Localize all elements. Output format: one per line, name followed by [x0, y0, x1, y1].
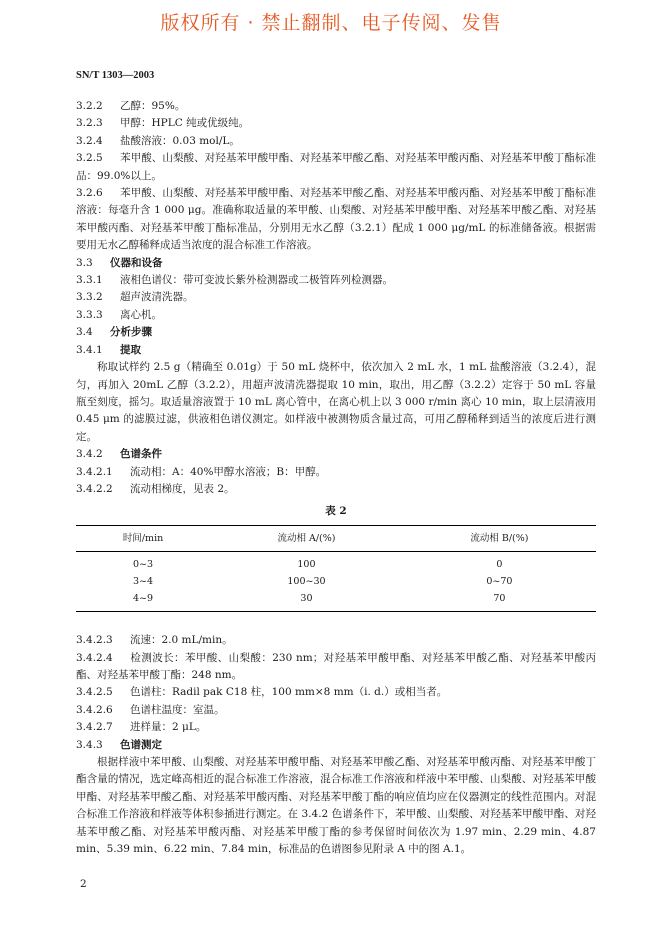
clause-text: 苯甲酸、山梨酸、对羟基苯甲酸甲酯、对羟基苯甲酸乙酯、对羟基苯甲酸丙酯、对羟基苯甲酸丁酯标准溶液：每毫升含 1 000 μg。准确称取适量的苯甲酸、山梨酸、对羟基苯甲酸甲酯、对羟基苯甲酸乙酯、对羟基苯甲酸丙酯、对羟基苯甲酸丁酯标准品，分别用无水乙醇（3.2.1）配成 1 000 μg/mL 的标准储备液。根据需要用无水乙醇稀释成适当浓度的混合标准工作溶液。 [76, 187, 596, 252]
table-cell: 0~70 [486, 576, 513, 588]
clause-number: 3.4.2.6 [76, 703, 113, 716]
table-cell: 70 [403, 590, 596, 612]
copyright-banner: 版权所有 · 禁止翻制、电子传阅、发售 [160, 12, 502, 34]
paragraph [76, 650, 596, 685]
paragraph [76, 272, 596, 289]
paragraph [76, 359, 596, 446]
section-items [76, 98, 596, 498]
clause-text: 检测波长：苯甲酸、山梨酸：230 nm；对羟基苯甲酸甲酯、对羟基苯甲酸乙酯、对羟基苯甲酸丙酯、对羟基苯甲酸丁酯：248 nm。 [76, 651, 596, 681]
section-heading [76, 737, 596, 754]
paragraph [76, 684, 596, 701]
section-heading [76, 342, 596, 359]
clause-text: 色谱条件 [120, 448, 162, 461]
paragraph [76, 719, 596, 736]
table-row [76, 590, 596, 612]
table-cell: 0 [496, 559, 503, 571]
table-caption: 表 2 [325, 505, 347, 518]
clause-number: 3.3.2 [76, 291, 103, 304]
clause-text: 根据样液中苯甲酸、山梨酸、对羟基苯甲酸甲酯、对羟基苯甲酸乙酯、对羟基苯甲酸丙酯、对羟基苯甲酸丁酯含量的情况，选定峰高相近的混合标准工作溶液，混合标准工作溶液和样液中苯甲酸、山梨酸、对羟基苯甲酸甲酯、对羟基苯甲酸乙酯、对羟基苯甲酸丙酯、对羟基苯甲酸丁酯的响应值均应在仪器测定的线性范围内。对混合标准工作溶液和样液等体积参插进行测定。在 3.4.2 色谱条件下，苯甲酸、山梨酸、对羟基苯甲酸甲酯、对羟基苯甲酸乙酯、对羟基苯甲酸丙酯、对羟基苯甲酸丁酯的参考保留时间依次为 1.97 min、2.29 min、4.87 min、5.39 min、6.22 min、7.84 min，标准品的色谱图参见附录 A 中的图 A.1。 [76, 756, 596, 856]
paragraph [76, 307, 596, 324]
clause-number: 3.4.2.3 [76, 634, 113, 647]
clause-text: 乙醇：95%。 [120, 100, 186, 112]
page-number: 2 [80, 878, 87, 890]
table-cell: 4~9 [76, 590, 210, 612]
clause-text: 超声波清洗器。 [120, 291, 194, 304]
table-header-row [76, 525, 596, 551]
clause-number: 3.3.1 [76, 274, 103, 287]
section-heading [76, 446, 596, 463]
document-id: SN/T 1303—2003 [76, 70, 155, 81]
table-row [76, 552, 596, 574]
paragraph [76, 632, 596, 649]
paragraph [76, 289, 596, 306]
clause-number: 3.4.2.2 [76, 482, 113, 495]
clause-text: 甲醇：HPLC 纯或优级纯。 [120, 117, 250, 130]
clause-number: 3.4.3 [76, 738, 103, 751]
paragraph [76, 481, 596, 498]
clause-number: 3.2.2 [76, 100, 103, 112]
clause-text: 流动相梯度，见表 2。 [130, 482, 235, 495]
clause-text: 进样量：2 μL。 [130, 721, 207, 734]
table-cell: 30 [210, 590, 403, 612]
clause-number: 3.2.5 [76, 152, 103, 165]
clause-number: 3.3.3 [76, 308, 103, 321]
paragraph [76, 754, 596, 858]
clause-text: 液相色谱仪：带可变波长紫外检测器或二极管阵列检测器。 [120, 274, 393, 287]
clause-number: 3.2.3 [76, 117, 103, 130]
clause-number: 3.4.2.5 [76, 686, 113, 699]
clause-number: 3.4 [76, 326, 93, 339]
clause-text: 仪器和设备 [110, 256, 163, 269]
clause-number: 3.4.2.7 [76, 721, 113, 734]
paragraph [76, 133, 596, 150]
table-cell: 3~4 [133, 576, 154, 588]
clause-text: 色谱测定 [120, 738, 162, 751]
clause-number: 3.2.4 [76, 134, 103, 147]
paragraph [76, 702, 596, 719]
col-header-phase-b: 流动相 B/(%) [403, 525, 596, 551]
clause-text: 称取试样约 2.5 g（精确至 0.01g）于 50 mL 烧杯中，依次加入 2 mL 水，1 mL 盐酸溶液（3.2.4），混匀，再加入 20mL 乙醇（3.2.2），用超声波清洗器提取 10 min，取出，用乙醇（3.2.2）定容于 50 mL 容量瓶至刻度，摇匀。取适量溶液置于 10 mL 离心管中，在离心机上以 3 000 r/min 离心 10 min，取上层清液用 0.45 μm 的滤膜过滤，供液相色谱仪测定。如样液中被测物质含量过高，可用乙醇稀释到适当的浓度后进行测定。 [76, 361, 596, 443]
paragraph [76, 185, 596, 255]
clause-text: 盐酸溶液：0.03 mol/L。 [120, 134, 240, 147]
clause-number: 3.3 [76, 256, 93, 269]
clause-text: 离心机。 [120, 308, 162, 321]
clause-text: 苯甲酸、山梨酸、对羟基苯甲酸甲酯、对羟基苯甲酸乙酯、对羟基苯甲酸丙酯、对羟基苯甲酸丁酯标准品：99.0%以上。 [76, 152, 596, 182]
clause-number: 3.4.2.4 [76, 651, 113, 664]
clause-number: 3.4.2.1 [76, 465, 113, 478]
col-header-phase-a: 流动相 A/(%) [210, 525, 403, 551]
section-heading [76, 324, 596, 341]
section-items [76, 632, 596, 858]
clause-text: 色谱柱温度：室温。 [130, 703, 225, 716]
clause-text: 色谱柱：Radil pak C18 柱，100 mm×8 mm（i. d.）或相当者。 [130, 686, 448, 699]
clause-number: 3.4.1 [76, 343, 103, 356]
clause-number: 3.2.6 [76, 187, 103, 200]
clause-number: 3.4.2 [76, 448, 103, 461]
clause-text: 分析步骤 [110, 326, 152, 339]
paragraph [76, 150, 596, 185]
table-cell: 100~30 [287, 576, 326, 588]
clause-text: 流动相：A：40%甲醇水溶液；B：甲醇。 [130, 465, 327, 478]
col-header-time: 时间/min [76, 525, 210, 551]
section-heading [76, 255, 596, 272]
table-cell: 0~3 [133, 559, 154, 571]
clause-text: 流速：2.0 mL/min。 [130, 634, 233, 647]
table-row [76, 573, 596, 590]
table-cell: 100 [297, 559, 316, 571]
paragraph [76, 464, 596, 481]
clause-text: 提取 [120, 343, 141, 356]
paragraph [76, 98, 596, 115]
paragraph [76, 115, 596, 132]
gradient-table [76, 525, 596, 612]
document-body [76, 98, 596, 858]
